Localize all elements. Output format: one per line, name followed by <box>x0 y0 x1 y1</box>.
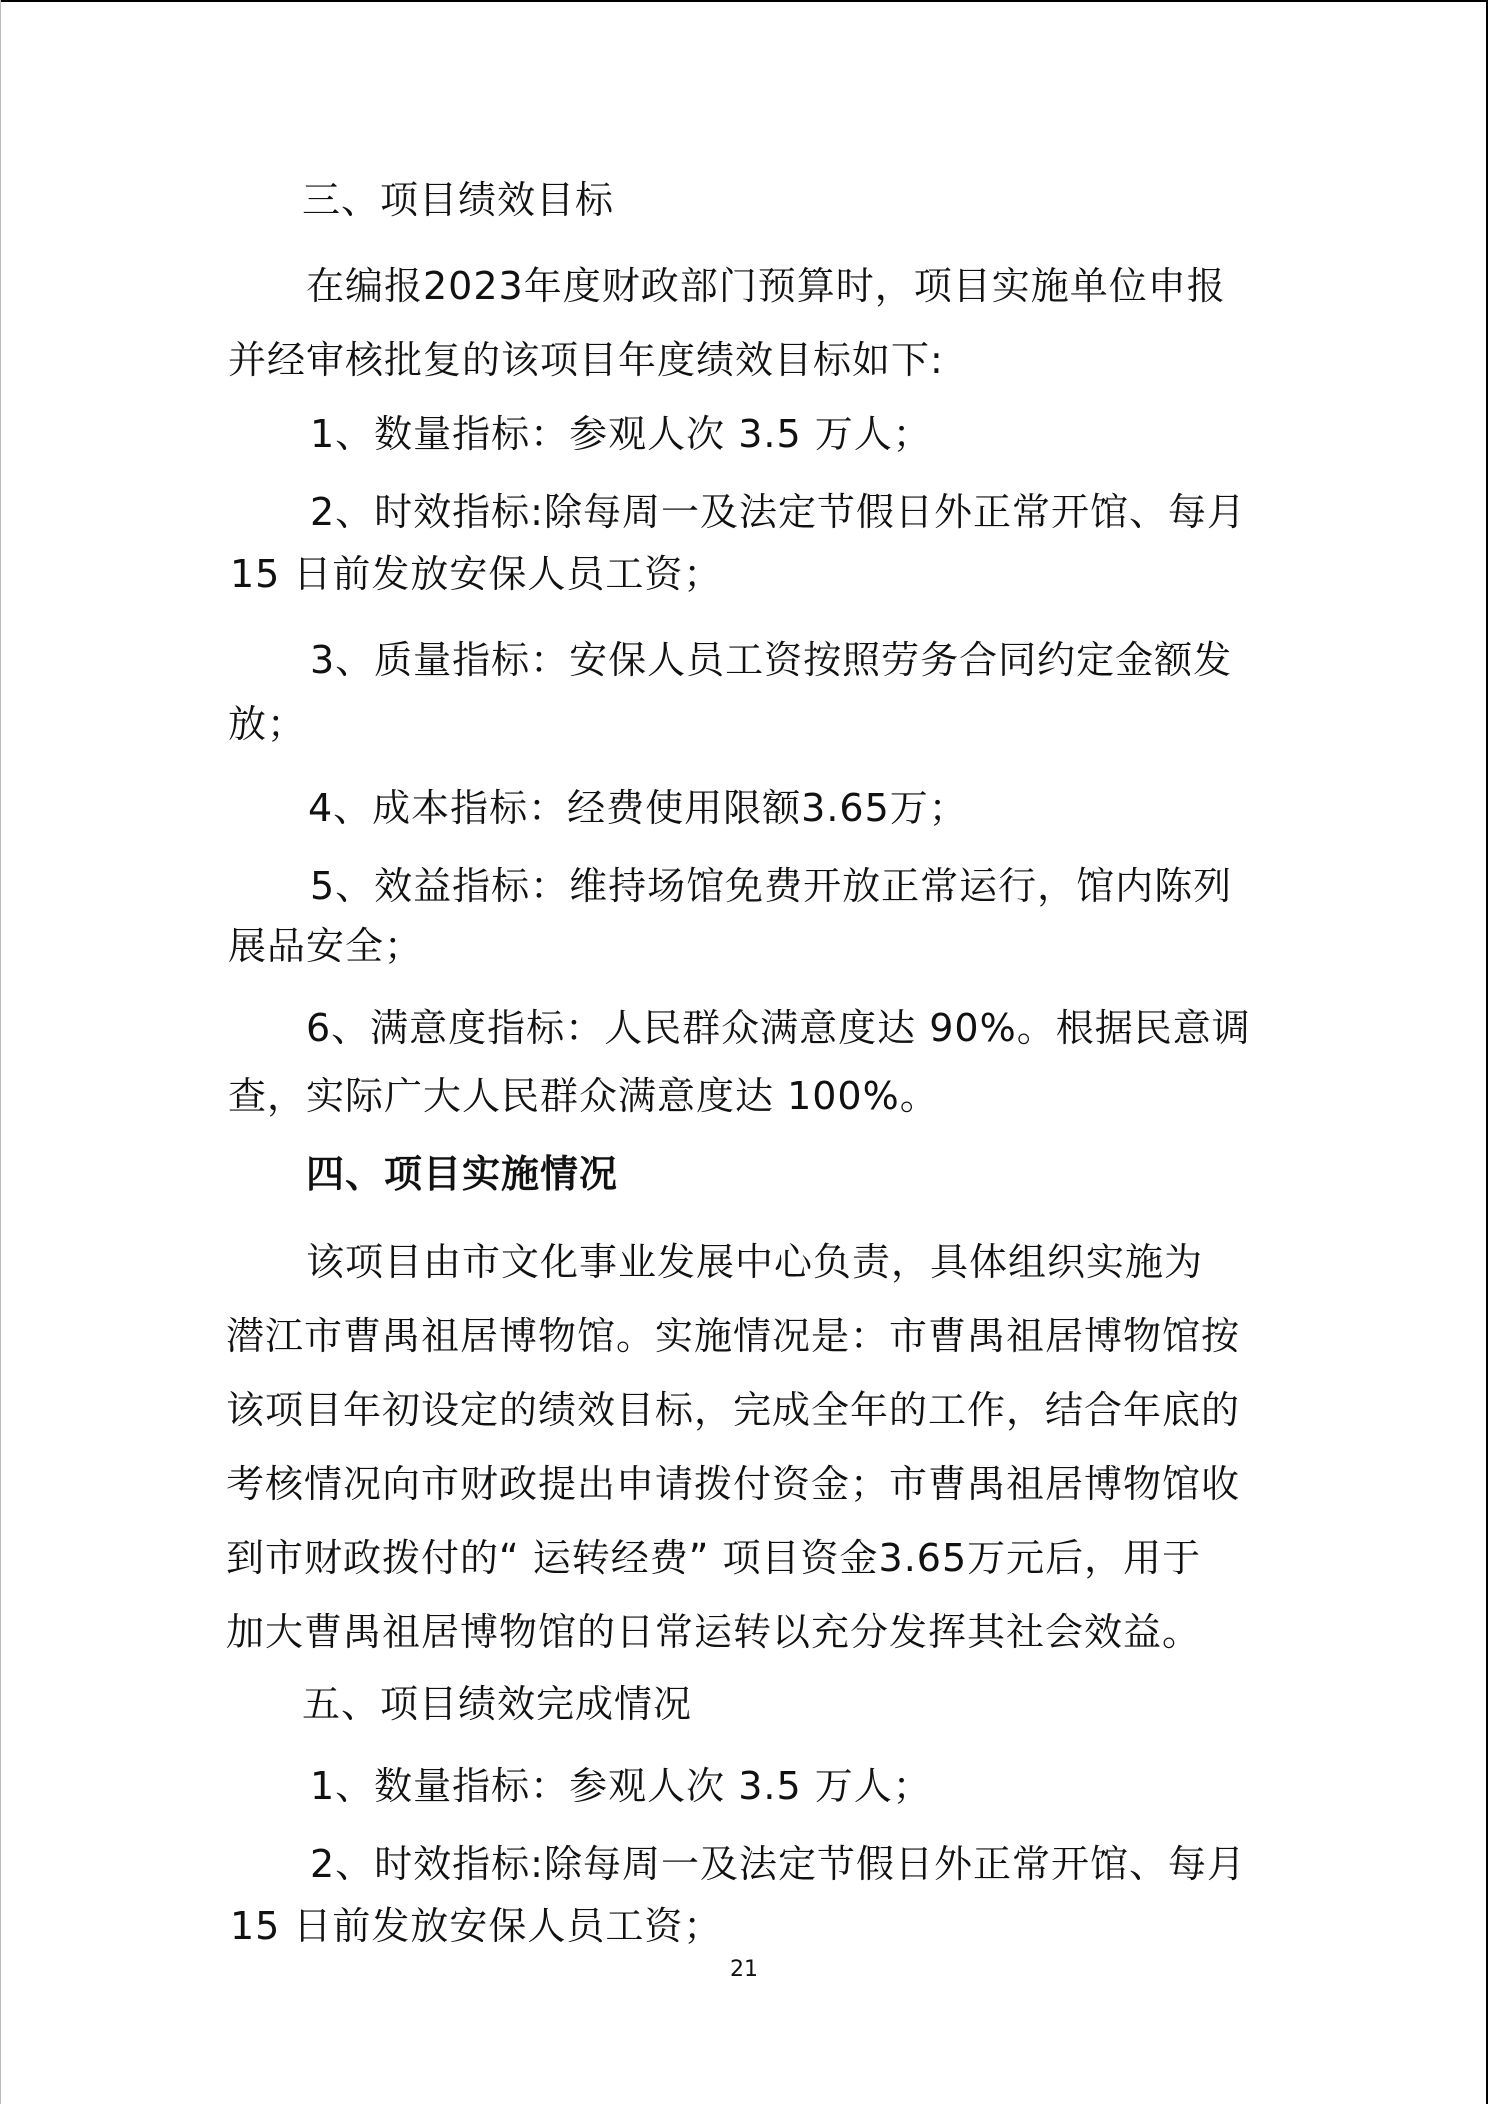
section3-item4: 4、成本指标：经费使用限额3.65万； <box>308 786 968 830</box>
section4-heading: 四、项目实施情况 <box>306 1152 619 1196</box>
section5-item2-line2: 15 日前发放安保人员工资； <box>230 1904 723 1948</box>
page-top-border <box>0 0 1488 2</box>
section3-intro-line1: 在编报2023年度财政部门预算时，项目实施单位申报 <box>306 264 1226 308</box>
section5-item2-line1: 2、时效指标:除每周一及法定节假日外正常开馆、每月 <box>310 1842 1246 1886</box>
section4-line-1: 该项目由市文化事业发展中心负责，具体组织实施为 <box>306 1240 1204 1284</box>
section3-item5-line1: 5、效益指标：维持场馆免费开放正常运行，馆内陈列 <box>310 864 1233 908</box>
section3-item6-line2: 查，实际广大人民群众满意度达 100%。 <box>228 1074 939 1118</box>
section3-item6-line1: 6、满意度指标：人民群众满意度达 90%。根据民意调 <box>306 1006 1251 1050</box>
section3-item5-line2: 展品安全； <box>228 924 424 968</box>
page-left-border <box>0 0 1 2104</box>
section4-line-3: 该项目年初设定的绩效目标，完成全年的工作，结合年底的 <box>226 1388 1241 1432</box>
section4-line-5: 到市财政拨付的“ 运转经费” 项目资金3.65万元后，用于 <box>226 1536 1202 1580</box>
section3-intro-line2: 并经审核批复的该项目年度绩效目标如下: <box>228 338 944 382</box>
page-number: 21 <box>730 1957 758 1982</box>
section3-heading: 三、项目绩效目标 <box>302 178 615 222</box>
section4-line-6: 加大曹禺祖居博物馆的日常运转以充分发挥其社会效益。 <box>226 1610 1202 1654</box>
section4-line-4: 考核情况向市财政提出申请拨付资金；市曹禺祖居博物馆收 <box>226 1462 1241 1506</box>
section3-item2-line2: 15 日前发放安保人员工资； <box>230 552 723 596</box>
section5-item1: 1、数量指标：参观人次 3.5 万人； <box>310 1764 932 1808</box>
section3-item3-line1: 3、质量指标：安保人员工资按照劳务合同约定金额发 <box>310 638 1233 682</box>
section5-heading: 五、项目绩效完成情况 <box>302 1682 693 1726</box>
section3-item3-line2: 放； <box>228 702 307 746</box>
section4-line-2: 潜江市曹禺祖居博物馆。实施情况是：市曹禺祖居博物馆按 <box>226 1314 1241 1358</box>
section3-item1: 1、数量指标：参观人次 3.5 万人； <box>310 412 932 456</box>
section3-item2-line1: 2、时效指标:除每周一及法定节假日外正常开馆、每月 <box>310 490 1246 534</box>
